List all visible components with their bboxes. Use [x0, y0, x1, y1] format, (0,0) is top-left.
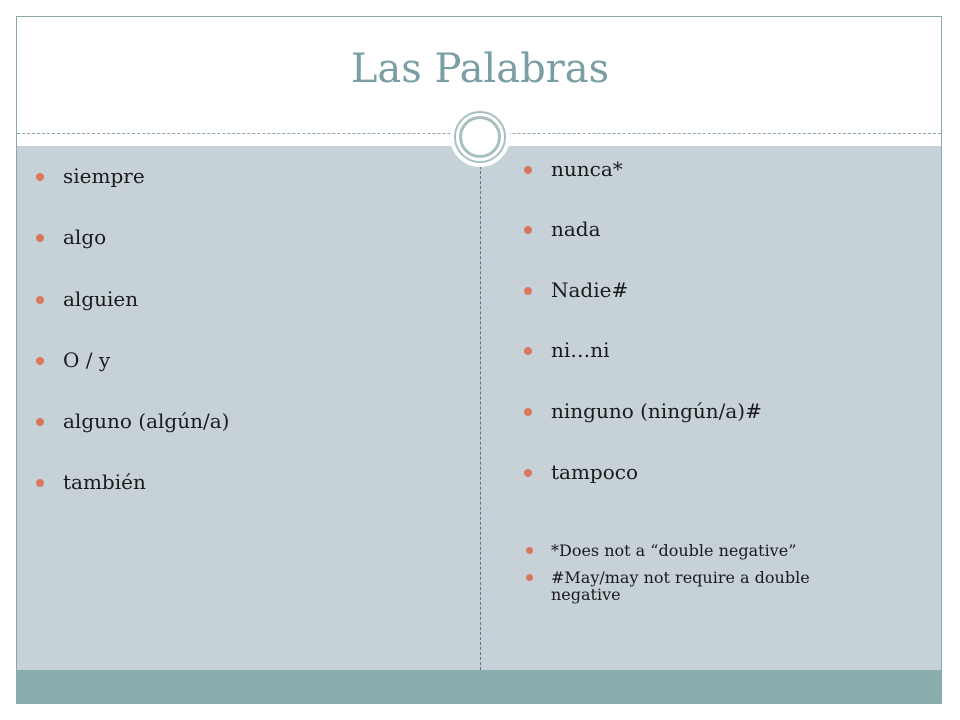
- list-item: [63, 409, 229, 433]
- bullet-icon: [524, 408, 532, 416]
- note-text: *Does not a “double negative”: [551, 541, 797, 560]
- list-item: [551, 460, 638, 484]
- list-item: [63, 470, 146, 494]
- bullet-icon: [524, 166, 532, 174]
- note-item: [551, 542, 871, 559]
- list-item: [551, 157, 623, 181]
- bullet-icon: [526, 547, 533, 554]
- list-item: [551, 217, 601, 241]
- bullet-icon: [36, 418, 44, 426]
- list-item: [63, 164, 145, 188]
- bullet-icon: [524, 469, 532, 477]
- list-item-text: también: [63, 470, 146, 494]
- list-item-text: ni…ni: [551, 338, 610, 362]
- list-item: [63, 287, 138, 311]
- list-item-text: tampoco: [551, 460, 639, 484]
- bullet-icon: [524, 287, 532, 295]
- bullet-icon: [524, 226, 532, 234]
- list-item-text: ninguno (ningún/a)#: [551, 399, 762, 423]
- list-item-text: siempre: [63, 164, 145, 188]
- circle-ornament-inner-ring: [459, 116, 501, 158]
- bullet-icon: [36, 234, 44, 242]
- slide-title: Las Palabras: [350, 46, 610, 92]
- list-item: [551, 399, 762, 423]
- bullet-icon: [526, 574, 533, 581]
- list-item-text: O / y: [63, 348, 111, 372]
- bullet-icon: [36, 357, 44, 365]
- list-item: [63, 225, 106, 249]
- footer-bar: [17, 670, 941, 703]
- bullet-icon: [36, 479, 44, 487]
- note-item: [551, 569, 871, 603]
- list-item-text: algo: [63, 225, 107, 249]
- list-item-text: nada: [551, 217, 601, 241]
- list-item: [63, 348, 110, 372]
- list-item-text: nunca*: [551, 157, 623, 181]
- bullet-icon: [36, 173, 44, 181]
- list-item: [551, 278, 628, 302]
- list-item-text: alguno (algún/a): [63, 409, 230, 433]
- note-text: #May/may not require a double negative: [551, 568, 810, 604]
- bullet-icon: [524, 347, 532, 355]
- column-divider: [480, 146, 481, 670]
- list-item-text: alguien: [63, 287, 139, 311]
- bullet-icon: [36, 296, 44, 304]
- list-item: [551, 338, 610, 362]
- list-item-text: Nadie#: [551, 278, 629, 302]
